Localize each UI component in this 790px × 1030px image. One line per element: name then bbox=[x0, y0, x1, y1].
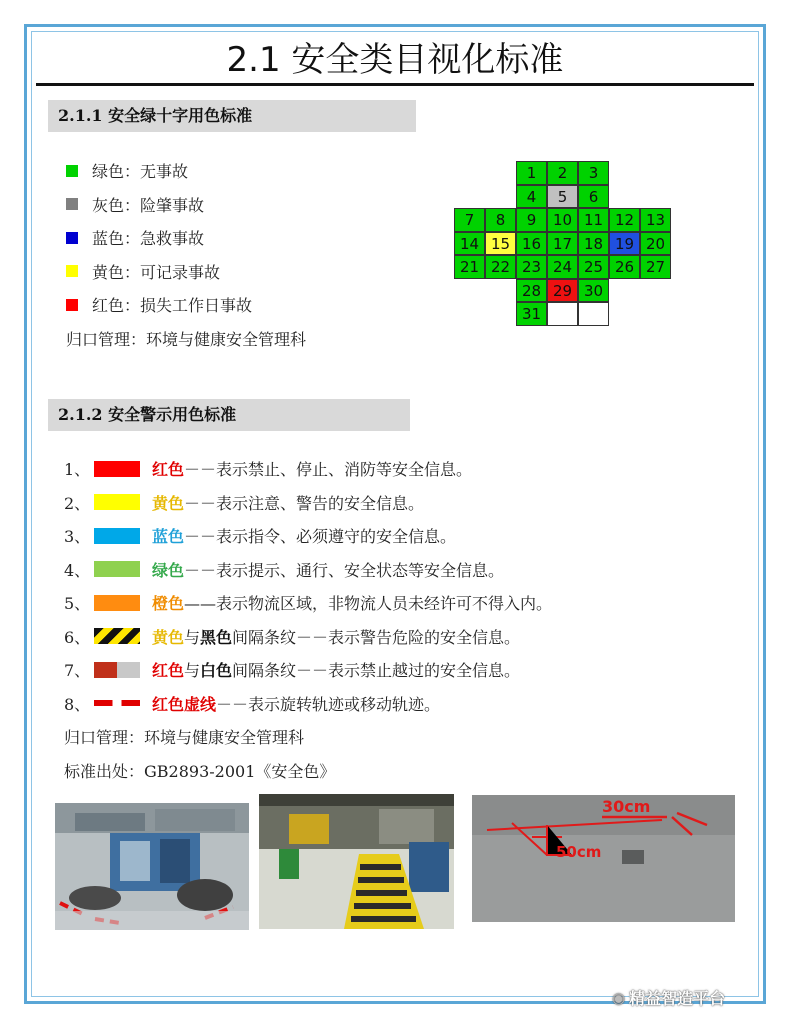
green-cross-legend bbox=[66, 154, 426, 355]
cross-cell-18: 18 bbox=[578, 232, 609, 256]
dimension-label-50cm: 50cm bbox=[556, 843, 602, 861]
cross-cell-2: 2 bbox=[547, 161, 578, 185]
cross-cell-27: 27 bbox=[640, 255, 671, 279]
cross-cell-5: 5 bbox=[547, 185, 578, 209]
cross-cell-25: 25 bbox=[578, 255, 609, 279]
color-name: 绿色 bbox=[152, 560, 185, 580]
warning-item: 3、 蓝色 －－表示指令、必须遵守的安全信息。 bbox=[64, 519, 744, 553]
cross-cell-21: 21 bbox=[454, 255, 485, 279]
color-name: 蓝色 bbox=[152, 527, 185, 547]
warning-swatch-green bbox=[94, 561, 140, 577]
cross-cell-29: 29 bbox=[547, 279, 578, 303]
warning-item: 4、 绿色 －－表示提示、通行、安全状态等安全信息。 bbox=[64, 553, 744, 587]
legend-item: 红色：损失工作日事故 bbox=[66, 288, 426, 322]
color-name: 红色虚线 bbox=[152, 694, 217, 714]
cross-cell-30: 30 bbox=[578, 279, 609, 303]
cross-cell-empty bbox=[547, 302, 578, 326]
cross-cell-16: 16 bbox=[516, 232, 547, 256]
cross-cell-14: 14 bbox=[454, 232, 485, 256]
warning-item: 8、 红色虚线 －－表示旋转轨迹或移动轨迹。 bbox=[64, 687, 744, 721]
title-underline bbox=[36, 83, 754, 86]
cross-cell-26: 26 bbox=[609, 255, 640, 279]
legend-item: 黄色：可记录事故 bbox=[66, 255, 426, 289]
cross-cell-4: 4 bbox=[516, 185, 547, 209]
cross-cell-22: 22 bbox=[485, 255, 516, 279]
cross-cell-20: 20 bbox=[640, 232, 671, 256]
wechat-icon: ◉ bbox=[612, 988, 626, 1007]
section-heading-warning-colors: 2.1.2 安全警示用色标准 bbox=[48, 399, 410, 431]
cross-cell-3: 3 bbox=[578, 161, 609, 185]
warning-swatch-red-dashed bbox=[94, 700, 140, 706]
color-name-secondary: 白色 bbox=[200, 661, 233, 681]
cross-cell-1: 1 bbox=[516, 161, 547, 185]
warning-item: 6、 黄色 与 黑色 间隔条纹－－表示警告危险的安全信息。 bbox=[64, 620, 744, 654]
standard-source: 标准出处：GB2893-2001《安全色》 bbox=[64, 761, 336, 781]
warning-item: 1、 红色 －－表示禁止、停止、消防等安全信息。 bbox=[64, 452, 744, 486]
cross-cell-8: 8 bbox=[485, 208, 516, 232]
legend-item: 绿色：无事故 bbox=[66, 154, 426, 188]
color-name-secondary: 黑色 bbox=[200, 627, 233, 647]
legend-manager-note: 归口管理：环境与健康安全管理科 bbox=[66, 329, 307, 349]
photo-rotation-marking bbox=[55, 803, 249, 930]
cross-cell-23: 23 bbox=[516, 255, 547, 279]
cross-cell-12: 12 bbox=[609, 208, 640, 232]
warning-swatch-red bbox=[94, 461, 140, 477]
cross-cell-28: 28 bbox=[516, 279, 547, 303]
cross-cell-19: 19 bbox=[609, 232, 640, 256]
color-name: 橙色 bbox=[152, 594, 185, 614]
legend-swatch bbox=[66, 265, 78, 277]
legend-swatch bbox=[66, 299, 78, 311]
warning-item: 7、 红色 与 白色 间隔条纹－－表示禁止越过的安全信息。 bbox=[64, 653, 744, 687]
legend-swatch bbox=[66, 198, 78, 210]
page-title: 2.1 安全类目视化标准 bbox=[226, 40, 564, 80]
legend-swatch bbox=[66, 232, 78, 244]
watermark: ◉ 精益智造平台 bbox=[612, 988, 726, 1008]
warning-swatch-orange bbox=[94, 595, 140, 611]
cross-cell-31: 31 bbox=[516, 302, 547, 326]
cross-cell-9: 9 bbox=[516, 208, 547, 232]
cross-cell-10: 10 bbox=[547, 208, 578, 232]
photo-floor-dimension-marks bbox=[472, 795, 735, 922]
photo-hazard-stripes bbox=[259, 794, 454, 929]
warning-swatch-blue bbox=[94, 528, 140, 544]
warning-item: 5、 橙色 ——表示物流区域，非物流人员未经许可不得入内。 bbox=[64, 586, 744, 620]
section-heading-green-cross: 2.1.1 安全绿十字用色标准 bbox=[48, 100, 416, 132]
cross-cell-11: 11 bbox=[578, 208, 609, 232]
cross-cell-empty bbox=[578, 302, 609, 326]
legend-item: 蓝色：急救事故 bbox=[66, 221, 426, 255]
cross-cell-17: 17 bbox=[547, 232, 578, 256]
legend-swatch bbox=[66, 165, 78, 177]
cross-cell-6: 6 bbox=[578, 185, 609, 209]
cross-cell-13: 13 bbox=[640, 208, 671, 232]
cross-cell-7: 7 bbox=[454, 208, 485, 232]
warning-swatch-red-white-stripes bbox=[94, 662, 140, 678]
warning-item: 2、 黄色 －－表示注意、警告的安全信息。 bbox=[64, 486, 744, 520]
warning-color-list bbox=[64, 452, 744, 787]
cross-cell-24: 24 bbox=[547, 255, 578, 279]
color-name: 红色 bbox=[152, 460, 185, 480]
safety-green-cross bbox=[454, 161, 672, 327]
cross-cell-15: 15 bbox=[485, 232, 516, 256]
dimension-label-30cm: 30cm bbox=[602, 797, 651, 816]
color-name: 红色 bbox=[152, 661, 185, 681]
color-name: 黄色 bbox=[152, 627, 185, 647]
warning-swatch-yellow-black-stripes bbox=[94, 628, 140, 644]
legend-item: 灰色：险肇事故 bbox=[66, 188, 426, 222]
color-name: 黄色 bbox=[152, 493, 185, 513]
warning-manager-note: 归口管理：环境与健康安全管理科 bbox=[64, 728, 305, 748]
warning-swatch-yellow bbox=[94, 494, 140, 510]
